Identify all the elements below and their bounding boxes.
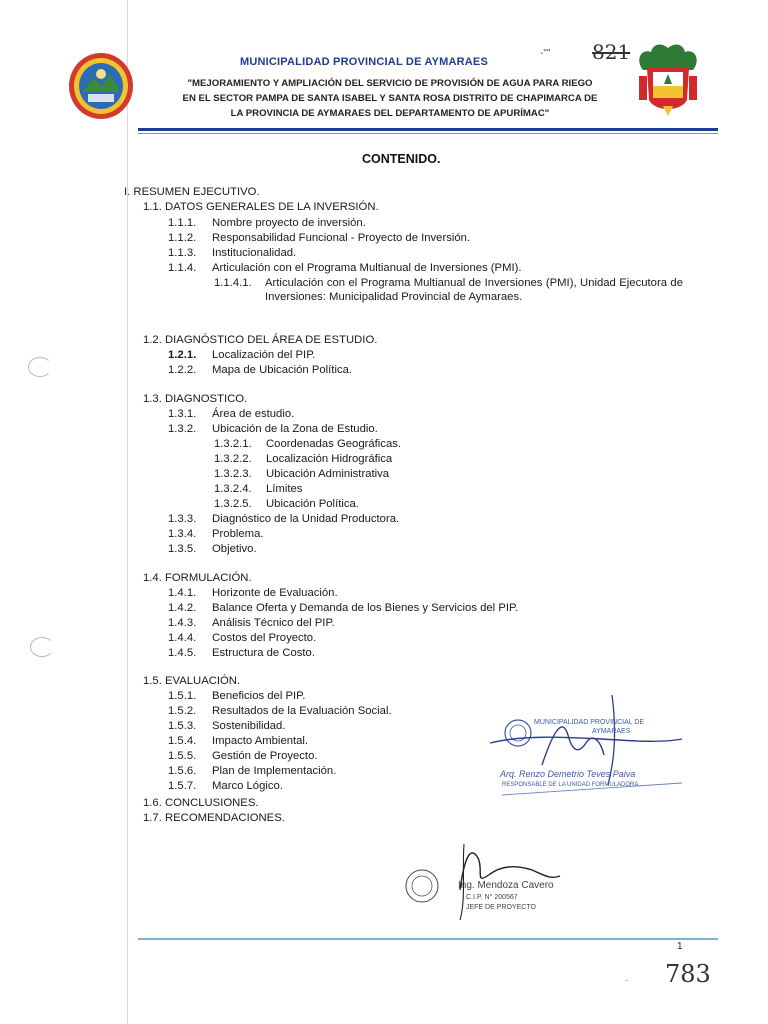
footer-rule xyxy=(138,938,718,940)
toc-label: RECOMENDACIONES. xyxy=(164,812,285,824)
toc-section-1-1 xyxy=(143,200,379,214)
toc-label: DIAGNÓSTICO DEL ÁREA DE ESTUDIO. xyxy=(164,334,378,346)
toc-number: 1.5.6. xyxy=(168,765,197,777)
toc-item-1-5-4 xyxy=(168,734,308,748)
formulator-stamp xyxy=(482,695,702,805)
toc-item-1-2-1 xyxy=(168,348,315,362)
toc-item-1-4-1 xyxy=(168,586,338,600)
toc-item-1-1-1 xyxy=(168,216,366,230)
toc-item-1-3-2-5 xyxy=(214,497,359,511)
toc-number: I. xyxy=(124,186,131,198)
folio-mark: - xyxy=(625,975,628,985)
toc-label: RESUMEN EJECUTIVO. xyxy=(133,186,260,198)
toc-item-1-1-2 xyxy=(168,231,470,245)
toc-number: 1.3. xyxy=(143,393,162,405)
toc-number: 1.7. xyxy=(143,812,162,824)
toc-number: 1.4. xyxy=(143,572,162,584)
toc-label: Balance Oferta y Demanda de los Bienes y Servicios del PIP. xyxy=(212,602,519,614)
header-rule-thin xyxy=(138,133,718,134)
toc-section-1-2 xyxy=(143,333,377,347)
toc-label: Estructura de Costo. xyxy=(212,647,315,659)
municipality-seal-logo xyxy=(66,50,136,122)
toc-item-1-5-7 xyxy=(168,779,283,793)
toc-number: 1.5.4. xyxy=(168,735,197,747)
toc-label: Ubicación Política. xyxy=(266,498,359,510)
toc-number: 1.6. xyxy=(143,797,162,809)
toc-label: Mapa de Ubicación Política. xyxy=(212,364,353,376)
toc-number: 1.5. xyxy=(143,675,162,687)
toc-label: Articulación con el Programa Multianual de Inversiones (PMI). xyxy=(212,262,522,274)
stamp-name: Arq. Renzo Demetrio Teves Paiva xyxy=(500,769,636,779)
toc-label: Institucionalidad. xyxy=(212,247,297,259)
toc-number: 1.3.2.4. xyxy=(214,483,252,495)
toc-label: DATOS GENERALES DE LA INVERSIÓN. xyxy=(164,201,379,213)
toc-label: CONCLUSIONES. xyxy=(164,797,259,809)
toc-label: Responsabilidad Funcional - Proyecto de Inversión. xyxy=(212,232,471,244)
toc-number: 1.3.2.3. xyxy=(214,468,252,480)
toc-item-1-1-4-1-label: Articulación con el Programa Multianual de Inversiones (PMI), Unidad Ejecutora de Inversiones: Municipalidad Provincial de Aymaraes. xyxy=(265,277,683,303)
toc-label: Plan de Implementación. xyxy=(212,765,337,777)
toc-number: 1.2. xyxy=(143,334,162,346)
toc-item-1-3-4 xyxy=(168,527,264,541)
toc-number: 1.3.5. xyxy=(168,543,197,555)
toc-label: Localización Hidrográfica xyxy=(266,453,393,465)
project-title-line-1: "MEJORAMIENTO Y AMPLIACIÓN DEL SERVICIO DE PROVISIÓN DE AGUA PARA RIEGO xyxy=(187,78,593,89)
toc-number: 1.1.2. xyxy=(168,232,197,244)
stamp-org-line-2: AYMARAES xyxy=(592,728,631,735)
toc-number: 1.5.7. xyxy=(168,780,197,792)
toc-item-1-1-4 xyxy=(168,261,522,275)
toc-label: Sostenibilidad. xyxy=(212,720,286,732)
margin-line xyxy=(127,0,128,1024)
toc-item-1-3-2 xyxy=(168,422,378,436)
toc-number: 1.3.2.1. xyxy=(214,438,252,450)
toc-label: DIAGNOSTICO. xyxy=(164,393,248,405)
toc-number: 1.1.3. xyxy=(168,247,197,259)
signature-scribble xyxy=(482,695,702,805)
project-title xyxy=(160,76,620,121)
toc-label: Costos del Proyecto. xyxy=(212,632,317,644)
toc-section-1-7 xyxy=(143,811,285,825)
toc-item-1-5-2 xyxy=(168,704,392,718)
project-chief-stamp xyxy=(400,840,600,930)
toc-label: Localización del PIP. xyxy=(212,349,316,361)
toc-item-1-4-5 xyxy=(168,646,315,660)
stamp2-cip: C.I.P. N° 200567 xyxy=(466,894,518,901)
header-rule xyxy=(138,128,718,131)
toc-item-1-4-4 xyxy=(168,631,316,645)
toc-item-1-3-5 xyxy=(168,542,257,556)
toc-item-1-4-2 xyxy=(168,601,518,615)
toc-number: 1.3.2. xyxy=(168,423,197,435)
toc-label: Horizonte de Evaluación. xyxy=(212,587,338,599)
project-title-line-2: EN EL SECTOR PAMPA DE SANTA ISABEL Y SANTA ROSA DISTRITO DE CHAPIMARCA DE xyxy=(182,93,598,104)
toc-number: 1.4.5. xyxy=(168,647,197,659)
handwritten-mark: -"" xyxy=(540,48,551,59)
toc-number: 1.1. xyxy=(143,201,162,213)
municipality-title: MUNICIPALIDAD PROVINCIAL DE AYMARAES xyxy=(240,56,488,68)
toc-number: 1.3.3. xyxy=(168,513,197,525)
toc-item-1-5-1 xyxy=(168,689,305,703)
toc-number: 1.4.2. xyxy=(168,602,197,614)
toc-number: 1.1.1. xyxy=(168,217,197,229)
peru-coat-of-arms-logo xyxy=(633,40,703,120)
toc-label: FORMULACIÓN. xyxy=(164,572,252,584)
toc-number: 1.2.1. xyxy=(168,349,197,361)
punch-hole-top xyxy=(28,357,52,377)
toc-number: 1.2.2. xyxy=(168,364,197,376)
stamp-org-line-1: MUNICIPALIDAD PROVINCIAL DE xyxy=(534,719,645,726)
toc-number: 1.4.3. xyxy=(168,617,197,629)
contents-title: CONTENIDO. xyxy=(362,152,441,166)
toc-label: Análisis Técnico del PIP. xyxy=(212,617,335,629)
toc-number: 1.5.5. xyxy=(168,750,197,762)
punch-hole-bottom xyxy=(30,637,54,657)
toc-section-1-4 xyxy=(143,571,252,585)
stamp2-name: Ing. Mendoza Cavero xyxy=(458,880,554,891)
toc-label: Beneficios del PIP. xyxy=(212,690,306,702)
toc-label: Diagnóstico de la Unidad Productora. xyxy=(212,513,400,525)
toc-label: Objetivo. xyxy=(212,543,257,555)
toc-item-1-3-2-3 xyxy=(214,467,389,481)
toc-item-1-3-2-2 xyxy=(214,452,392,466)
toc-item-1-1-4-1-number: 1.1.4.1. xyxy=(214,277,252,289)
toc-number: 1.5.2. xyxy=(168,705,197,717)
toc-label: Coordenadas Geográficas. xyxy=(266,438,402,450)
toc-number: 1.5.3. xyxy=(168,720,197,732)
toc-label: Ubicación de la Zona de Estudio. xyxy=(212,423,378,435)
stamp2-role: JEFE DE PROYECTO xyxy=(466,904,536,911)
toc-number: 1.4.1. xyxy=(168,587,197,599)
toc-item-1-5-3 xyxy=(168,719,285,733)
toc-item-1-1-3 xyxy=(168,246,296,260)
toc-label: Marco Lógico. xyxy=(212,780,283,792)
toc-item-1-3-2-1 xyxy=(214,437,401,451)
toc-label: Área de estudio. xyxy=(212,408,295,420)
toc-number: 1.1.4. xyxy=(168,262,197,274)
toc-label: Gestión de Proyecto. xyxy=(212,750,318,762)
handwritten-folio-number: 783 xyxy=(665,960,711,988)
toc-label: Problema. xyxy=(212,528,264,540)
toc-label: Nombre proyecto de inversión. xyxy=(212,217,366,229)
toc-item-1-3-3 xyxy=(168,512,399,526)
toc-number: 1.3.1. xyxy=(168,408,197,420)
toc-label: Ubicación Administrativa xyxy=(266,468,390,480)
toc-number: 1.3.2.5. xyxy=(214,498,252,510)
toc-number: 1.5.1. xyxy=(168,690,197,702)
handwritten-number: 821 xyxy=(592,40,631,64)
toc-item-1-3-1 xyxy=(168,407,294,421)
toc-number: 1.3.4. xyxy=(168,528,197,540)
project-title-line-3: LA PROVINCIA DE AYMARAES DEL DEPARTAMENTO DE APURÍMAC" xyxy=(230,108,550,119)
toc-number: 1.4.4. xyxy=(168,632,197,644)
toc-section-1-6 xyxy=(143,796,259,810)
toc-item-1-5-5 xyxy=(168,749,318,763)
toc-section-1-5 xyxy=(143,674,240,688)
toc-section-1-3 xyxy=(143,392,247,406)
toc-section-1 xyxy=(124,185,260,199)
toc-item-1-2-2 xyxy=(168,363,352,377)
toc-label: EVALUACIÓN. xyxy=(164,675,241,687)
page-number: 1 xyxy=(677,941,683,952)
toc-item-1-4-3 xyxy=(168,616,335,630)
stamp-role: RESPONSABLE DE LA UNIDAD FORMULADORA xyxy=(502,782,639,788)
toc-label: Resultados de la Evaluación Social. xyxy=(212,705,392,717)
toc-item-1-3-2-4 xyxy=(214,482,302,496)
toc-label: Límites xyxy=(266,483,303,495)
toc-label: Impacto Ambiental. xyxy=(212,735,309,747)
toc-number: 1.3.2.2. xyxy=(214,453,252,465)
toc-item-1-5-6 xyxy=(168,764,336,778)
